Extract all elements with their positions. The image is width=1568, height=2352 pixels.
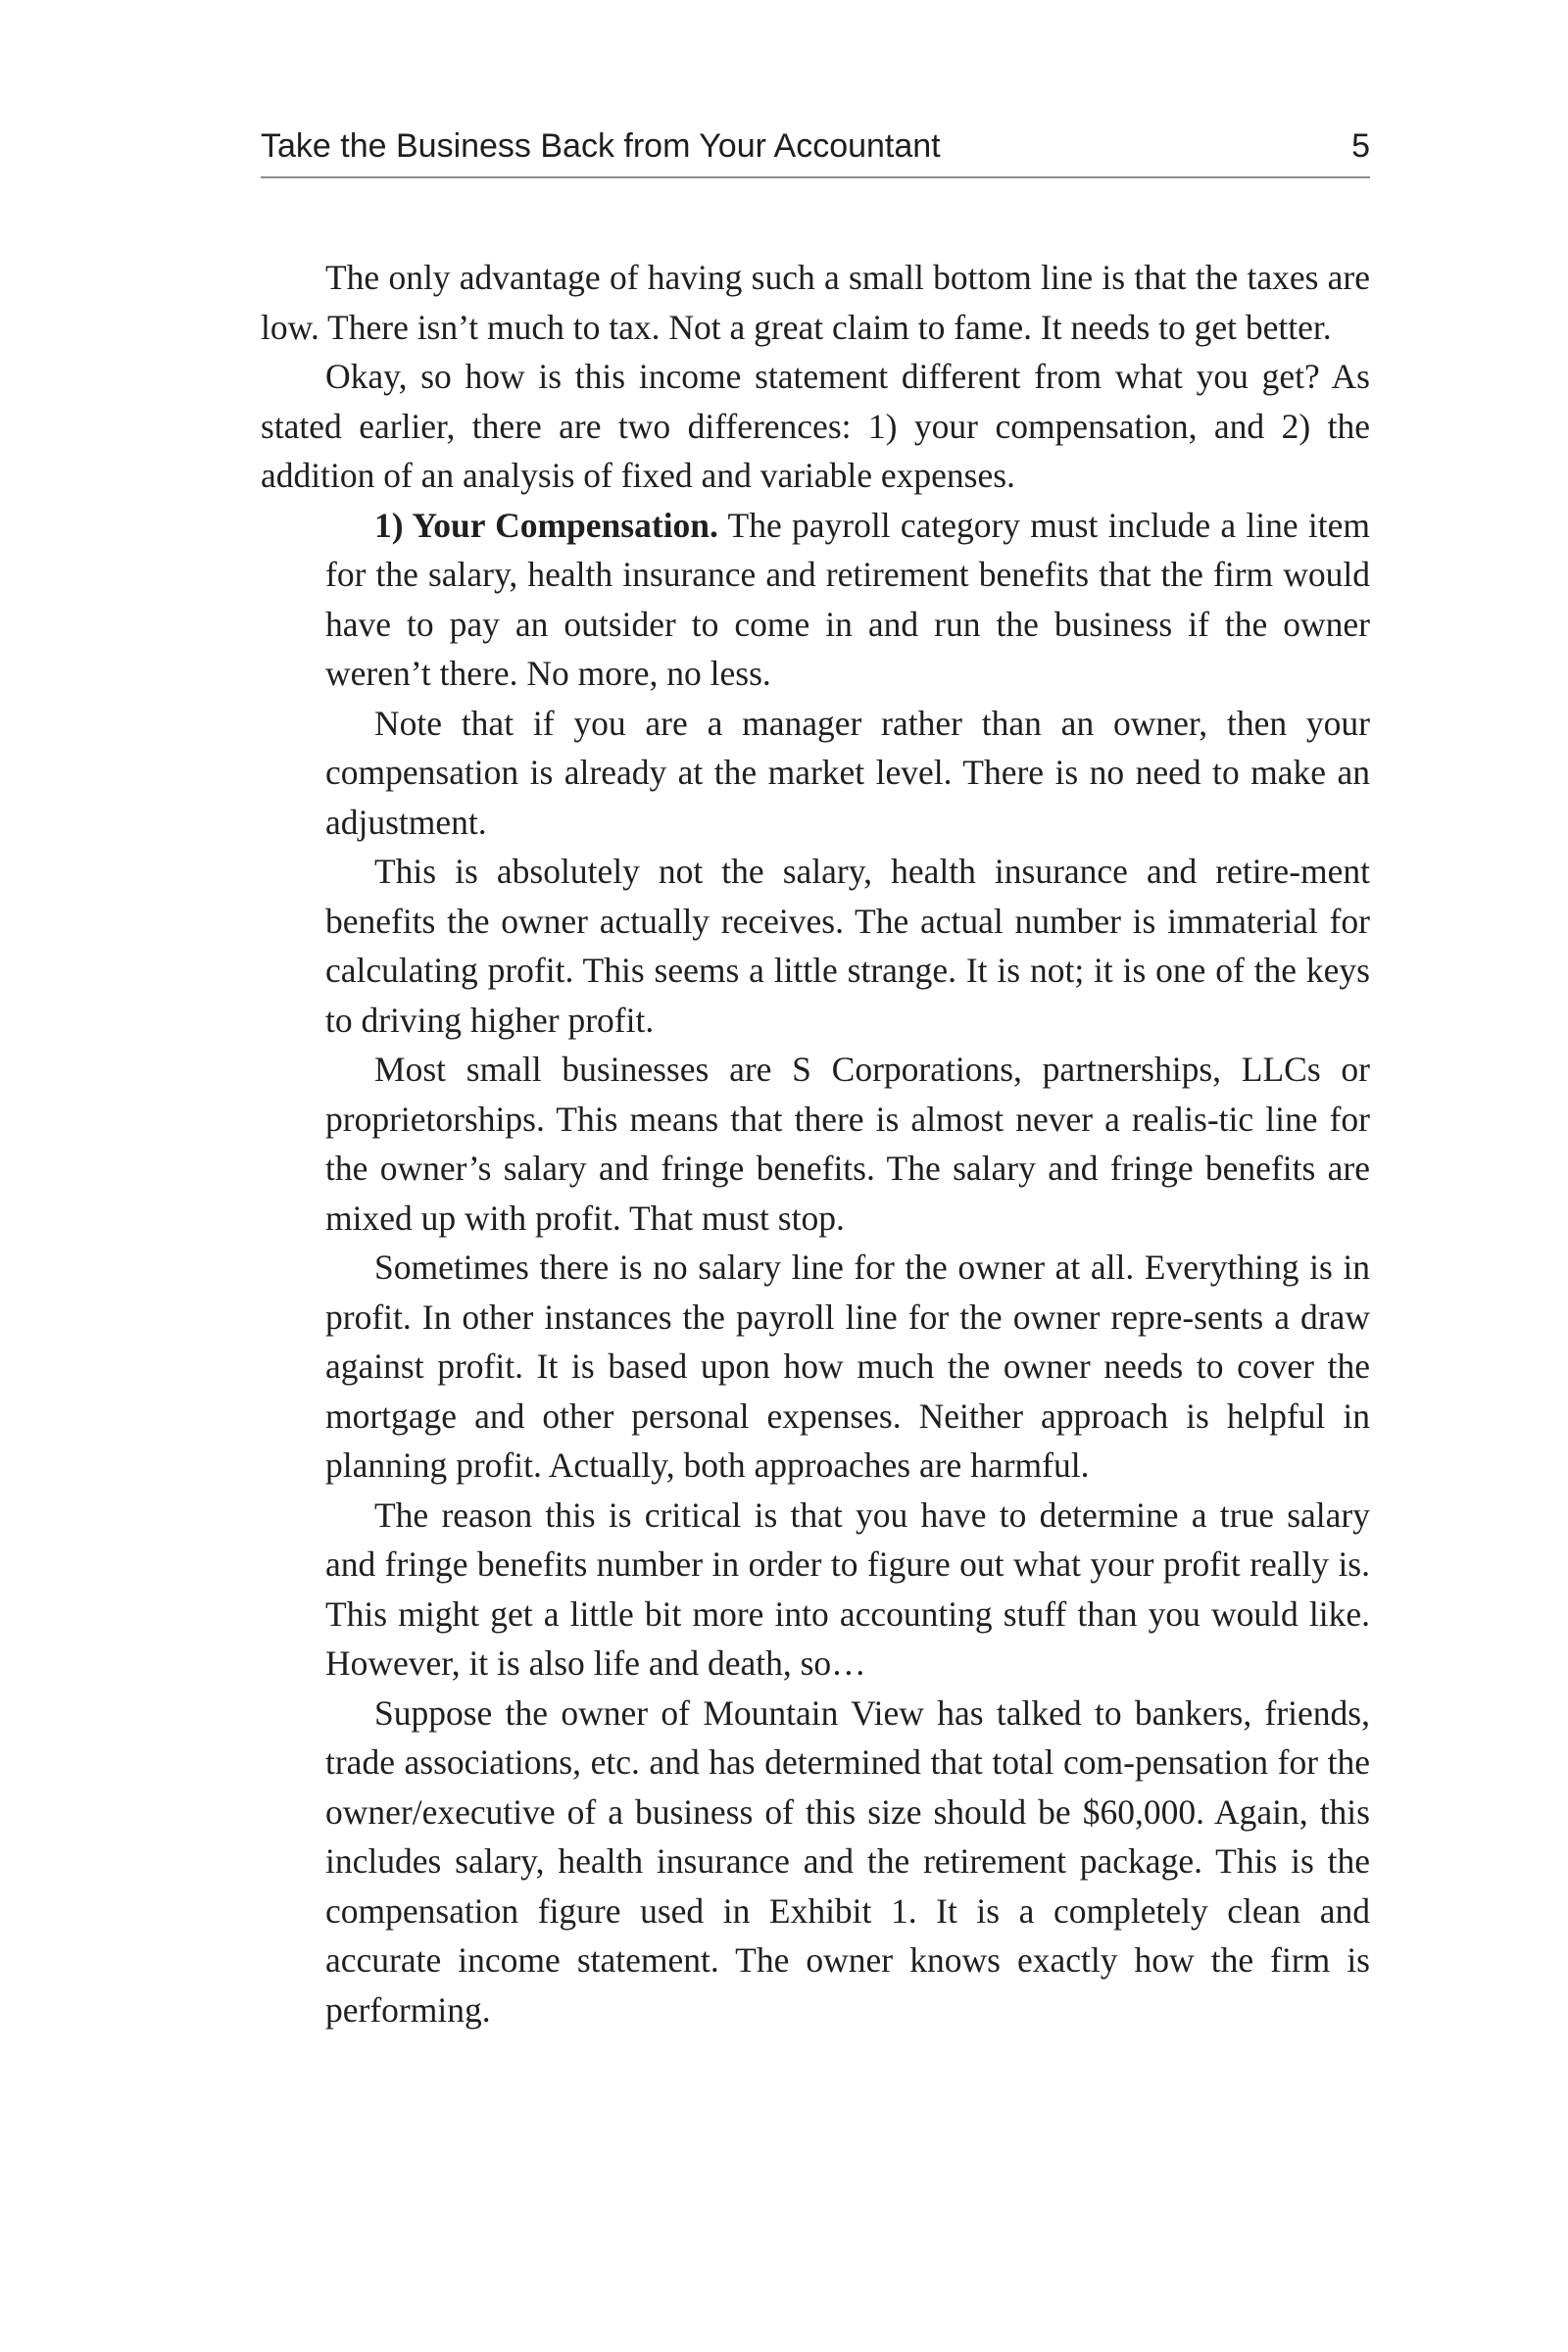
paragraph: Okay, so how is this income statement different from what you get? As stated earlier, there are two differences: 1) your compensation, and 2) the addition of an analysis of fixed and variable expenses. — [261, 357, 1370, 495]
paragraph: The reason this is critical is that you have to determine a true salary and fringe benefits number in order to figure out what your profit really is. This might get a little bit more into accounting stuff than you would like. However, it is also life and death, so… — [325, 1494, 1370, 1683]
running-head-title: Take the Business Back from Your Accountant — [261, 127, 941, 165]
page-number: 5 — [1351, 127, 1370, 165]
paragraph: Sometimes there is no salary line for the owner at all. Everything is in profit. In other instances the payroll line for the owner repre-sents a draw against profit. It is based upon how much the owner needs to cover the mortgage and other personal expenses. Neither approach is helpful in planning profit. Actually, both approaches are harmful. — [325, 1248, 1370, 1485]
section-heading: 1) Your Compensation. — [374, 505, 718, 545]
paragraph: Most small businesses are S Corporations, partnerships, LLCs or proprietorships. This means that there is almost never a realis-tic line for the owner’s salary and fringe benefits. The salary and fringe benefits are mixed up with profit. That must stop. — [325, 1050, 1370, 1238]
running-head — [261, 123, 1370, 178]
section-paragraph — [325, 501, 1370, 699]
paragraph: Suppose the owner of Mountain View has talked to bankers, friends, trade associations, etc. and has determined that total com-pensation for the owner/executive of a business of this size should be $60,000. Again, this includes salary, health insurance and the retirement package. This is the compensation figure used in Exhibit 1. It is a completely clean and accurate income statement. The owner knows exactly how the firm is performing. — [325, 1692, 1370, 2030]
paragraph: This is absolutely not the salary, health insurance and retire-ment benefits the owner actually receives. The actual number is immaterial for calculating profit. This seems a little strange. It is not; it is one of the keys to driving higher profit. — [325, 852, 1370, 1040]
body-text — [261, 253, 1370, 2034]
paragraph: The only advantage of having such a small bottom line is that the taxes are low. There isn’t much to tax. Not a great claim to fame. It needs to get better. — [261, 258, 1370, 347]
section-text: The payroll category must include a line item for the salary, health insurance and retirement benefits that the firm would have to pay an outsider to come in and run the business if the owner weren’t there. No more, no less. — [325, 505, 1370, 693]
paragraph: Note that if you are a manager rather than an owner, then your compensation is already at the market level. There is no need to make an adjustment. — [325, 703, 1370, 842]
